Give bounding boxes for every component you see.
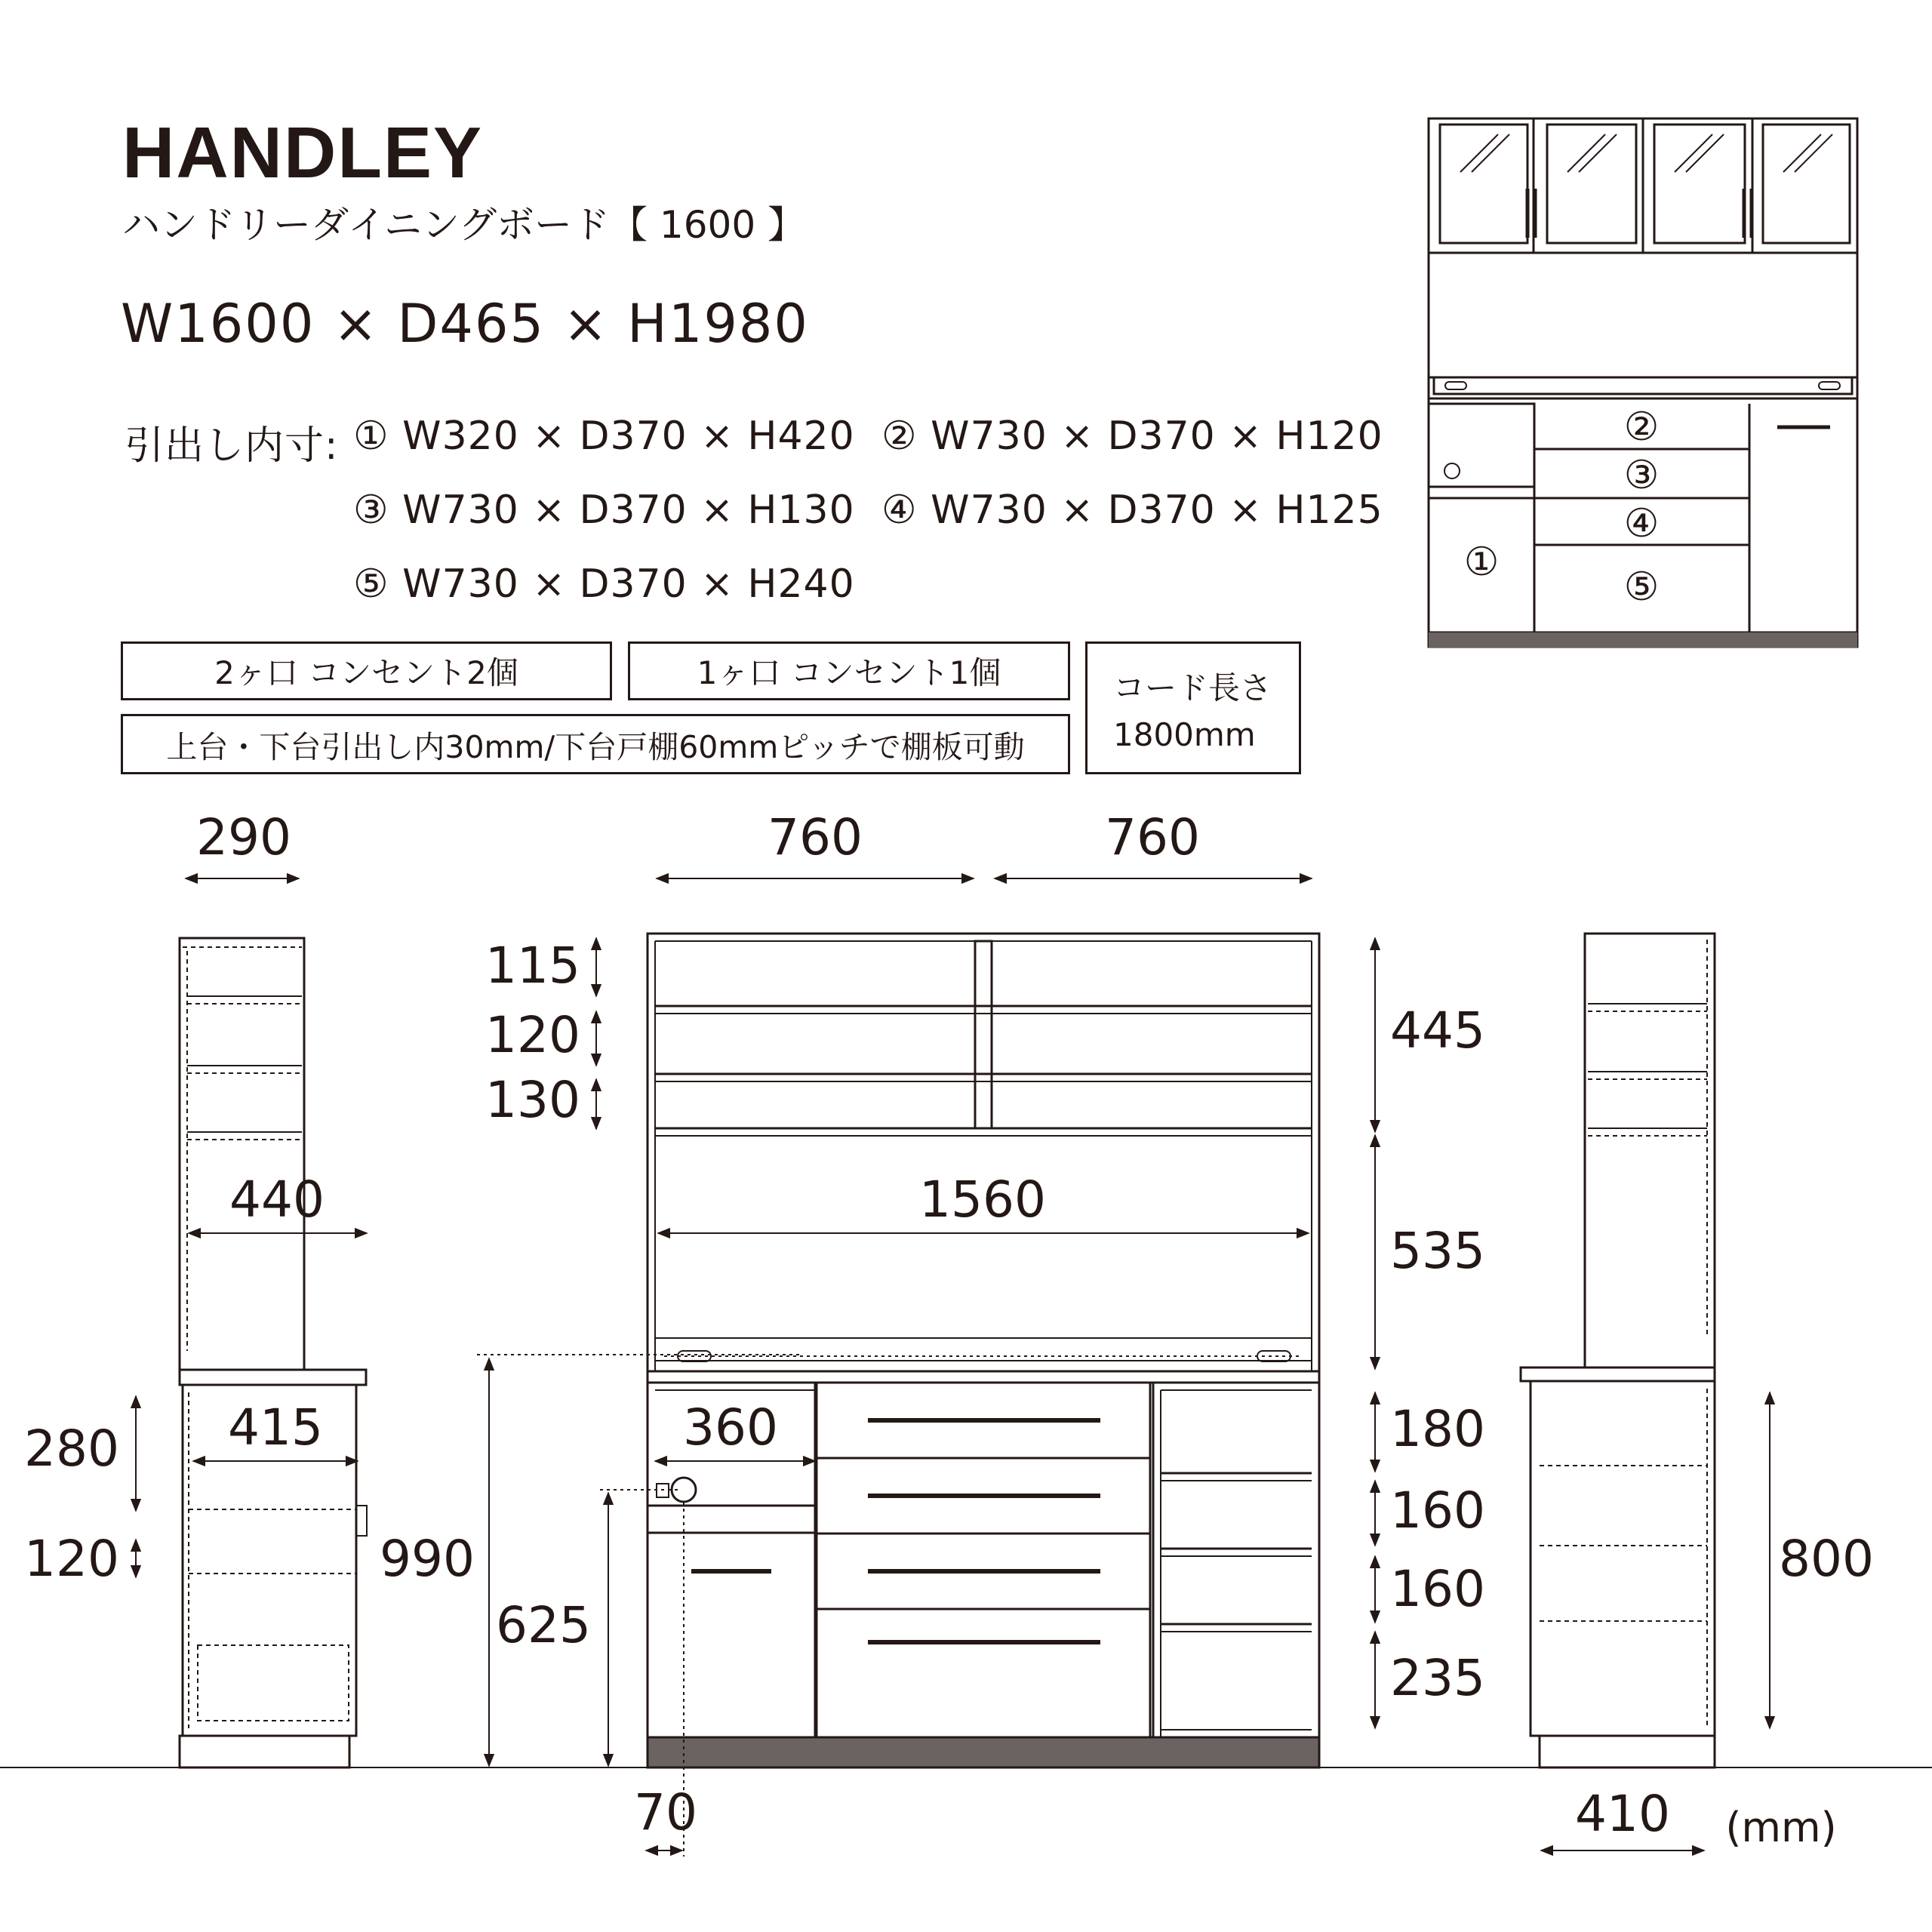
drawer-dim-5: ⑤ W730 × D370 × H240 [353,561,855,607]
dim-800: 800 [1779,1530,1874,1588]
dim-160b: 160 [1390,1560,1485,1618]
product-subtitle: ハンドリーダイニングボード【 1600 】 [122,203,806,247]
spec-cord-line2: 1800mm [1113,715,1256,753]
drawer-dim-1: ① W320 × D370 × H420 [353,414,855,459]
drawer-dim-2: ② W730 × D370 × H120 [881,414,1383,459]
dim-115: 115 [485,937,580,995]
front-view [648,934,1319,1737]
dim-180: 180 [1390,1400,1485,1458]
dim-625: 625 [496,1596,591,1654]
thumb-label-1: ① [1463,540,1500,585]
drawer-dim-3: ③ W730 × D370 × H130 [353,488,855,533]
dim-535: 535 [1390,1222,1485,1280]
thumbnail-outlet-left-icon [1445,382,1466,389]
thumb-label-3: ③ [1623,453,1660,498]
dim-120-front: 120 [485,1006,580,1064]
dim-1560: 1560 [919,1171,1046,1229]
thumb-label-5: ⑤ [1623,565,1660,610]
dim-160a: 160 [1390,1481,1485,1540]
drawer-dim-4: ④ W730 × D370 × H125 [881,488,1383,533]
spec-outlet-2-text: 2ヶ口 コンセント2個 [214,654,518,691]
dim-70: 70 [634,1783,697,1841]
dim-760-right: 760 [1105,808,1200,866]
drawer-inner-label: 引出し内寸: [125,423,339,469]
dim-360: 360 [683,1398,778,1457]
dim-410: 410 [1575,1785,1670,1843]
spec-shelf-pitch-text: 上台・下台引出し内30mm/下台戸棚60mmピッチで棚板可動 [166,728,1025,765]
side-view-left [180,938,367,1767]
spec-outlet-1-text: 1ヶ口 コンセント1個 [697,654,1001,691]
dim-235: 235 [1390,1649,1485,1707]
front-plinth [648,1737,1319,1767]
overall-dimensions: W1600 × D465 × H1980 [121,293,809,355]
unit-label: (mm) [1725,1804,1837,1851]
dim-290: 290 [196,808,291,866]
thumbnail-plinth [1429,632,1857,648]
dim-440: 440 [229,1171,325,1229]
dim-760-left: 760 [768,808,863,866]
dim-445: 445 [1390,1001,1485,1060]
product-title: HANDLEY [122,112,484,193]
dim-120-left: 120 [24,1530,119,1588]
thumb-label-4: ④ [1623,501,1660,546]
thumb-label-2: ② [1623,405,1660,450]
thumbnail-vent-icon [1444,463,1460,478]
dim-990: 990 [380,1530,475,1588]
dim-415: 415 [228,1398,323,1457]
dim-130: 130 [485,1071,580,1129]
thumbnail-outlet-right-icon [1819,382,1840,389]
side-view-right [1521,934,1715,1767]
spec-cord-line1: コード長さ [1113,669,1272,706]
dim-280: 280 [24,1420,119,1478]
